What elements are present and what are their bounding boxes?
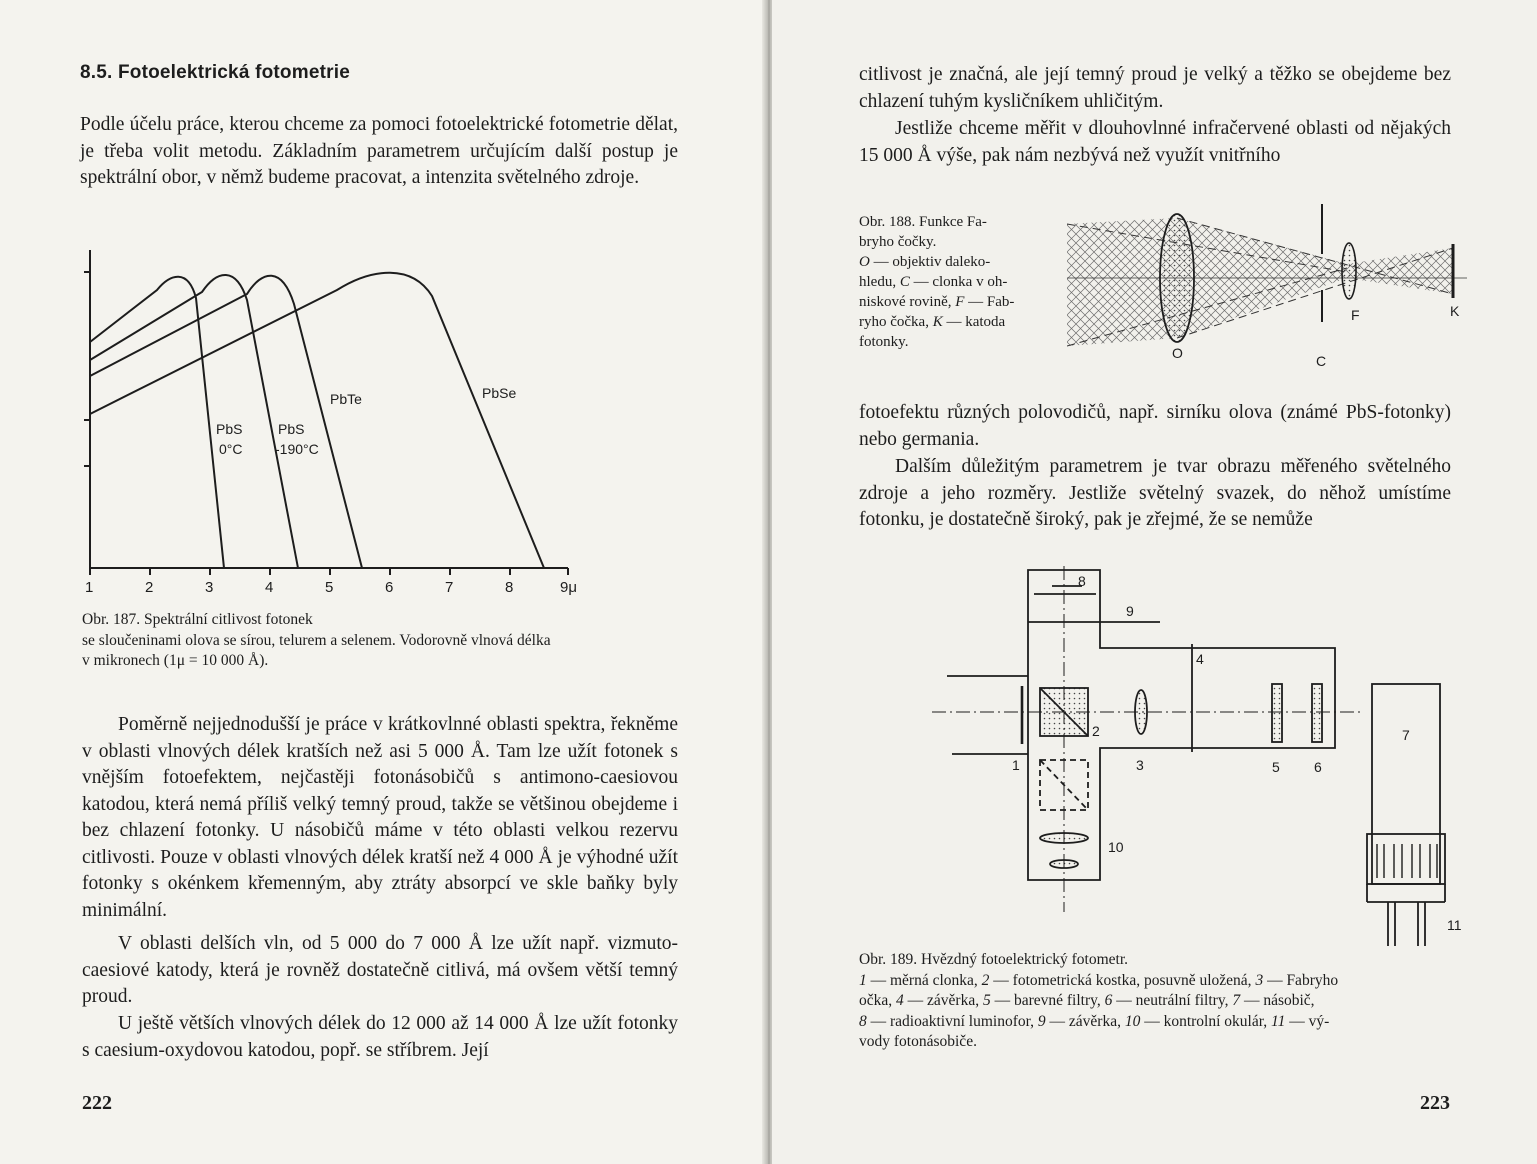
legend-text-9: — závěrka, xyxy=(1045,1012,1125,1030)
color-filter-5 xyxy=(1272,684,1282,742)
legend-text-1: — měrná clonka, xyxy=(866,971,982,989)
figure-188-caption-line7: fotonky. xyxy=(859,334,909,350)
legend-num-5: 5 xyxy=(982,992,991,1009)
legend-text-7: — násobič, xyxy=(1240,992,1315,1009)
legend-text-6: — neutrální filtry, xyxy=(1112,992,1233,1009)
part-label-10: 10 xyxy=(1108,839,1124,855)
legend-num-4: 4 xyxy=(896,992,904,1009)
legend-text-2: — fotometrická kostka, posuvně uložená, xyxy=(989,971,1256,989)
x-tick-label-8: 8 xyxy=(505,579,514,596)
x-tick-label-6: 6 xyxy=(385,579,394,596)
fabry-lens-f xyxy=(1342,243,1356,299)
curve-label-pbs-190c-name: PbS xyxy=(278,421,305,437)
figure-188-symbol-c: C xyxy=(899,274,910,290)
figure-188-caption-line5a: niskové rovině, xyxy=(859,294,956,310)
x-tick-label-1: 1 xyxy=(85,579,94,596)
legend-num-2: 2 xyxy=(981,971,990,989)
page-number-right: 223 xyxy=(1420,1092,1450,1114)
paragraph-short-wavelength: Poměrně nejjednodušší je práce v krátkovlnné oblasti spektra, řekněme v oblasti vlnových délek kratších než asi 5 000 Å. Tam lze užít fotonek s vnějším fotoefektem, nejčastěji fotonásobičů s antimono-caesiovou katodou, která nemá příliš velký temný proud, takže se většinou obejdeme i bez chlazení fotonky. U násobičů máme v této oblasti velkou rezervu citlivosti. Pouze v oblasti vlnových délek kratší než 4 000 Å je výhodné užít fotonky s okénkem křemenným, aby ztráty absorpcí ve skle baňky byly minimální. xyxy=(82,714,678,921)
legend-num-7: 7 xyxy=(1232,992,1241,1009)
legend-text-end: vody fotonásobiče. xyxy=(859,1033,977,1050)
legend-num-3: 3 xyxy=(1255,971,1264,989)
figure-187-caption-line1: Obr. 187. Spektrální citlivost fotonek xyxy=(82,611,313,628)
x-tick-label-3: 3 xyxy=(205,579,214,596)
legend-text-3b: očka, xyxy=(859,992,897,1009)
x-tick-label-5: 5 xyxy=(325,579,334,596)
legend-text-5: — barevné filtry, xyxy=(990,992,1105,1009)
paragraph-longer-waves: V oblasti delších vln, od 5 000 do 7 000 Å lze užít např. vizmuto-caesiové katody, která je rovněž dostatečně citlivá, má ovšem větší temný proud. xyxy=(82,933,678,1007)
objective-lens-o xyxy=(1160,214,1194,342)
section-title: 8.5. Fotoelektrická fotometrie xyxy=(80,62,350,83)
figure-188-caption-line4a: hledu, xyxy=(859,274,900,290)
curve-label-pbs-0c-temp: 0°C xyxy=(219,441,243,457)
legend-text-4: — závěrka, xyxy=(903,992,983,1009)
curve-label-pbs-0c-name: PbS xyxy=(216,421,243,437)
figure-188-caption xyxy=(859,212,1059,352)
x-tick-label-2: 2 xyxy=(145,579,154,596)
part-label-8: 8 xyxy=(1078,573,1086,589)
legend-text-11: — vý- xyxy=(1285,1012,1330,1030)
paragraph-infrared: Jestliže chceme měřit v dlouhovlnné infračervené oblasti od nějakých 15 000 Å výše, pak nám nezbývá než využít vnitřního xyxy=(859,118,1451,166)
paragraph-caesium-oxide: U ještě větších vlnových délek do 12 000 až 14 000 Å lze užít fotonky s caesium-oxydovou katodou, popř. se stříbrem. Její xyxy=(82,1013,678,1061)
x-tick-label-7: 7 xyxy=(445,579,454,596)
curve-label-pbte: PbTe xyxy=(330,391,362,407)
figure-188-caption-line2: bryho čočky. xyxy=(859,234,937,250)
label-o: O xyxy=(1172,345,1183,361)
part-label-11: 11 xyxy=(1447,917,1462,933)
part-label-5: 5 xyxy=(1272,759,1280,775)
figure-187-spectral-sensitivity-chart xyxy=(82,244,582,604)
legend-num-11: 11 xyxy=(1271,1012,1286,1030)
legend-text-8: — radioaktivní luminofor, xyxy=(866,1012,1038,1030)
legend-num-10: 10 xyxy=(1124,1012,1141,1030)
figure-188-caption-line5b: — Fab- xyxy=(964,294,1015,310)
curve-label-pbse: PbSe xyxy=(482,385,517,401)
part-label-7: 7 xyxy=(1402,727,1410,743)
part-label-4: 4 xyxy=(1196,651,1204,667)
figure-189-caption xyxy=(859,950,1451,1053)
legend-text-10: — kontrolní okulár, xyxy=(1140,1012,1272,1030)
page-223 xyxy=(772,0,1537,1164)
neutral-filter-6 xyxy=(1312,684,1322,742)
figure-188-caption-line3: — objektiv daleko- xyxy=(869,254,991,270)
figure-188-symbol-k: K xyxy=(932,314,943,330)
legend-num-9: 9 xyxy=(1037,1012,1046,1030)
figure-188-caption-line1: Obr. 188. Funkce Fa- xyxy=(859,214,987,230)
legend-num-1: 1 xyxy=(859,971,867,989)
intro-paragraph: Podle účelu práce, kterou chceme za pomoci fotoelektrické fotometrie dělat, je třeba volit metodu. Základním parametrem určujícím další postup je spektrální obor, v němž budeme pracovat, a intenzita světelného zdroje. xyxy=(80,114,678,188)
part-label-2: 2 xyxy=(1092,723,1100,739)
label-c: C xyxy=(1316,353,1327,369)
paragraph-semiconductors: fotoefektu různých polovodičů, např. sirníku olova (známé PbS-fotonky) nebo germania. xyxy=(859,402,1451,450)
ray-bundle xyxy=(1067,218,1467,346)
figure-187-caption-line3: v mikronech (1μ = 10 000 Å). xyxy=(82,652,269,669)
label-k: K xyxy=(1450,303,1460,319)
page-222 xyxy=(0,0,766,1164)
figure-188-caption-line6b: — katoda xyxy=(942,314,1006,330)
paragraph-image-shape: Dalším důležitým parametrem je tvar obrazu měřeného světelného zdroje a jeho rozměry. Jestliže světelný svazek, do něhož umístíme fotonku, je dostatečně široký, pak je zřejmé, že se nemůže xyxy=(859,456,1451,530)
part-label-1: 1 xyxy=(1012,757,1020,773)
figure-189-caption-title: Obr. 189. Hvězdný fotoelektrický fotometr. xyxy=(859,951,1129,968)
figure-188-caption-line6a: ryho čočka, xyxy=(859,314,933,330)
legend-text-3: — Fabryho xyxy=(1263,971,1339,989)
label-f: F xyxy=(1351,307,1360,323)
part-label-3: 3 xyxy=(1136,757,1144,773)
x-tick-label-9: 9μ xyxy=(560,579,577,596)
paragraph-continued: citlivost je značná, ale její temný proud je velký a těžko se obejdeme bez chlazení tuhým kysličníkem uhličitým. xyxy=(859,64,1451,112)
page-number-left: 222 xyxy=(82,1092,112,1114)
figure-189-stellar-photometer-diagram xyxy=(922,566,1462,954)
legend-num-6: 6 xyxy=(1104,992,1113,1009)
legend-num-8: 8 xyxy=(859,1012,867,1030)
figure-188-symbol-f: F xyxy=(955,294,965,310)
figure-187-caption-line2: se sloučeninami olova se sírou, telurem a selenem. Vodorovně vlnová délka xyxy=(82,631,551,649)
figure-188-symbol-o: O xyxy=(859,254,870,270)
x-tick-label-4: 4 xyxy=(265,579,274,596)
part-label-6: 6 xyxy=(1314,759,1322,775)
curve-pbse xyxy=(90,273,544,568)
figure-188-caption-line4b: — clonka v oh- xyxy=(909,274,1008,290)
part-label-9: 9 xyxy=(1126,603,1134,619)
figure-187-caption xyxy=(82,610,682,672)
curve-label-pbs-190c-temp: -190°C xyxy=(275,441,319,457)
figure-188-fabry-lens-diagram xyxy=(1067,198,1467,378)
